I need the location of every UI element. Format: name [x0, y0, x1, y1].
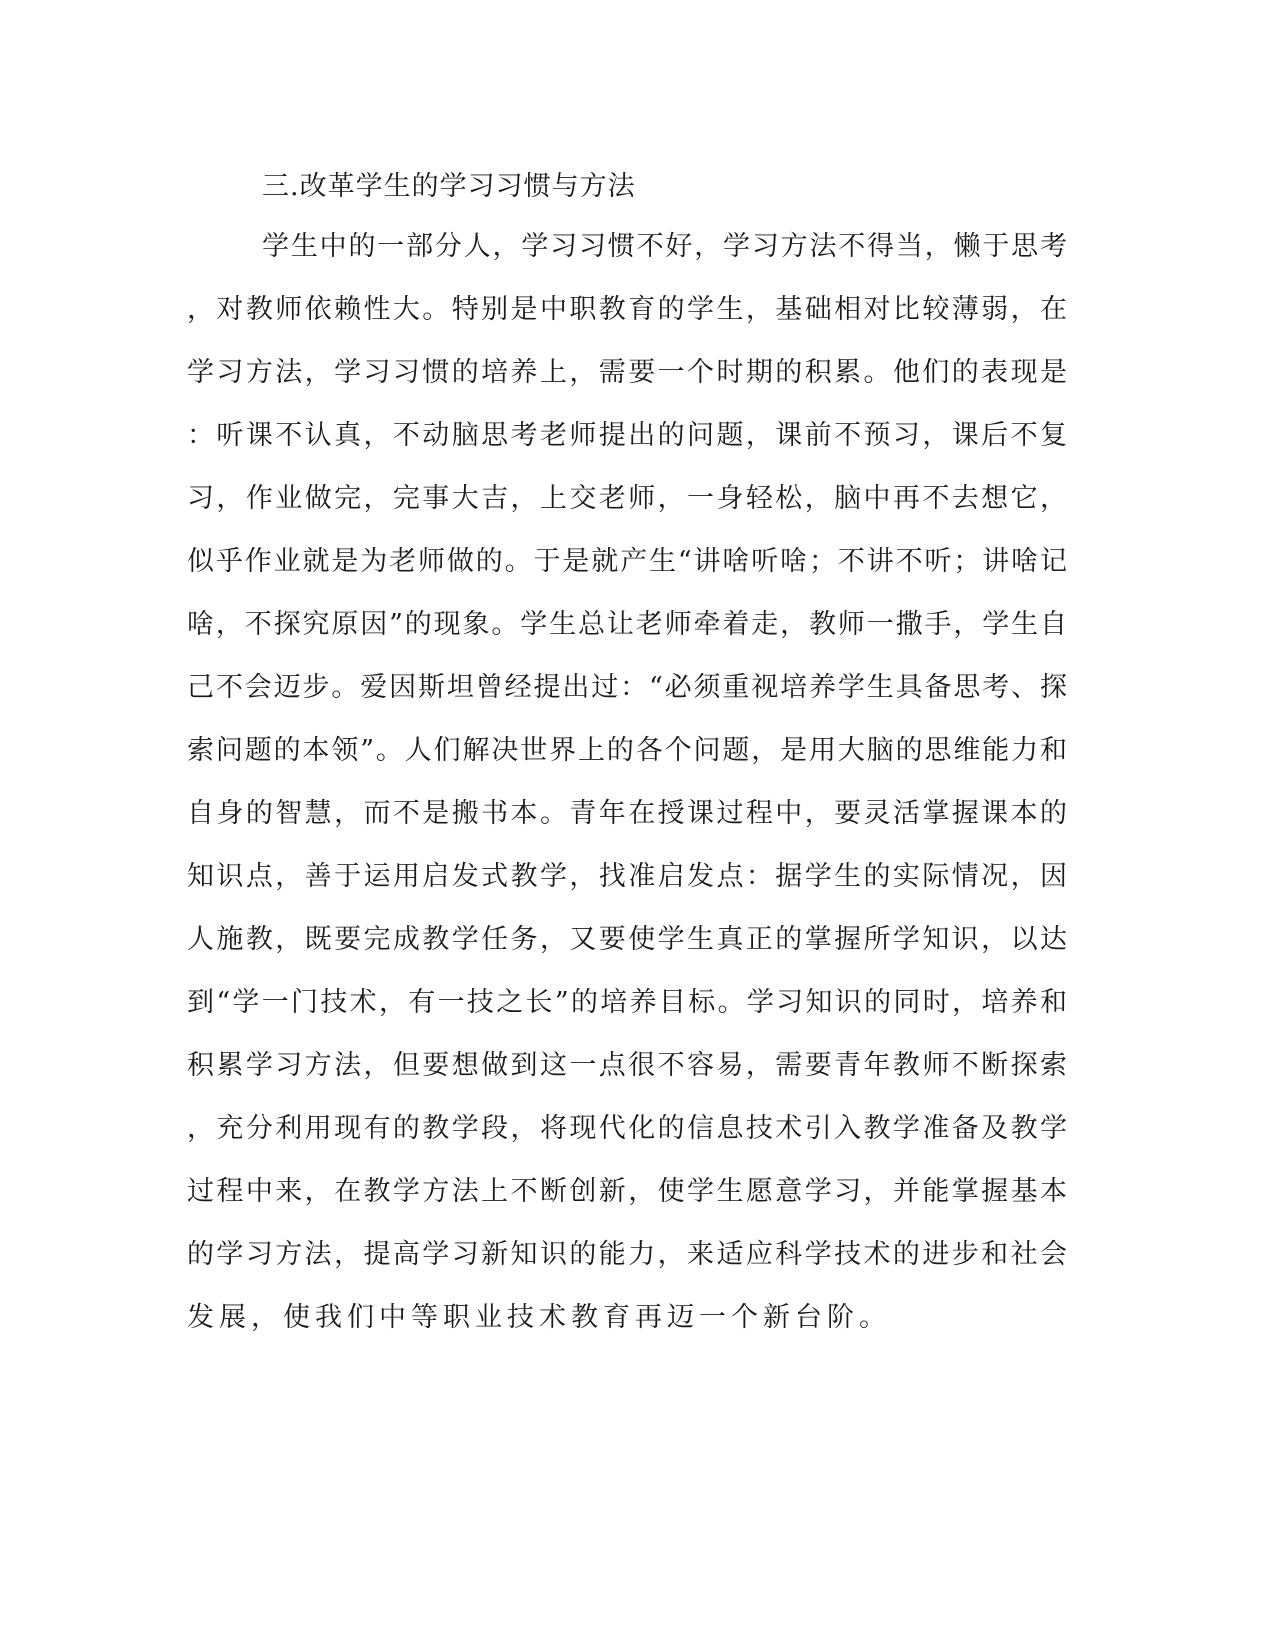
- paragraph-line: ：听课不认真，不动脑思考老师提出的问题，课前不预习，课后不复: [187, 420, 1067, 451]
- paragraph-line: 自身的智慧，而不是搬书本。青年在授课过程中，要灵活掌握课本的: [187, 798, 1067, 829]
- paragraph-line: ，对教师依赖性大。特别是中职教育的学生，基础相对比较薄弱，在: [187, 294, 1067, 325]
- paragraph-line: 到“学一门技术，有一技之长”的培养目标。学习知识的同时，培养和: [187, 987, 1067, 1018]
- paragraph-line: 己不会迈步。爱因斯坦曾经提出过：“必须重视培养学生具备思考、探: [187, 672, 1067, 703]
- paragraph-line: 过程中来，在教学方法上不断创新，使学生愿意学习，并能掌握基本: [187, 1176, 1067, 1207]
- paragraph-line: 积累学习方法，但要想做到这一点很不容易，需要青年教师不断探索: [187, 1050, 1067, 1081]
- body-paragraph: [187, 228, 1067, 1362]
- paragraph-line: 学习方法，学习习惯的培养上，需要一个时期的积累。他们的表现是: [187, 357, 1067, 388]
- paragraph-line: 习，作业做完，完事大吉，上交老师，一身轻松，脑中再不去想它，: [187, 483, 1067, 514]
- paragraph-line: 学生中的一部分人，学习习惯不好，学习方法不得当，懒于思考: [262, 231, 1067, 262]
- section-heading: 三.改革学生的学习习惯与方法: [262, 171, 636, 202]
- paragraph-line: 发展，使我们中等职业技术教育再迈一个新台阶。: [187, 1302, 891, 1333]
- paragraph-line: 啥，不探究原因”的现象。学生总让老师牵着走，教师一撒手，学生自: [187, 609, 1067, 640]
- paragraph-line: 的学习方法，提高学习新知识的能力，来适应科学技术的进步和社会: [187, 1239, 1067, 1270]
- paragraph-line: 知识点，善于运用启发式教学，找准启发点：据学生的实际情况，因: [187, 861, 1067, 892]
- paragraph-line: 似乎作业就是为老师做的。于是就产生“讲啥听啥；不讲不听；讲啥记: [187, 546, 1067, 577]
- paragraph-line: ，充分利用现有的教学段，将现代化的信息技术引入教学准备及教学: [187, 1113, 1067, 1144]
- paragraph-line: 人施教，既要完成教学任务，又要使学生真正的掌握所学知识，以达: [187, 924, 1067, 955]
- paragraph-line: 索问题的本领”。人们解决世界上的各个问题，是用大脑的思维能力和: [187, 735, 1067, 766]
